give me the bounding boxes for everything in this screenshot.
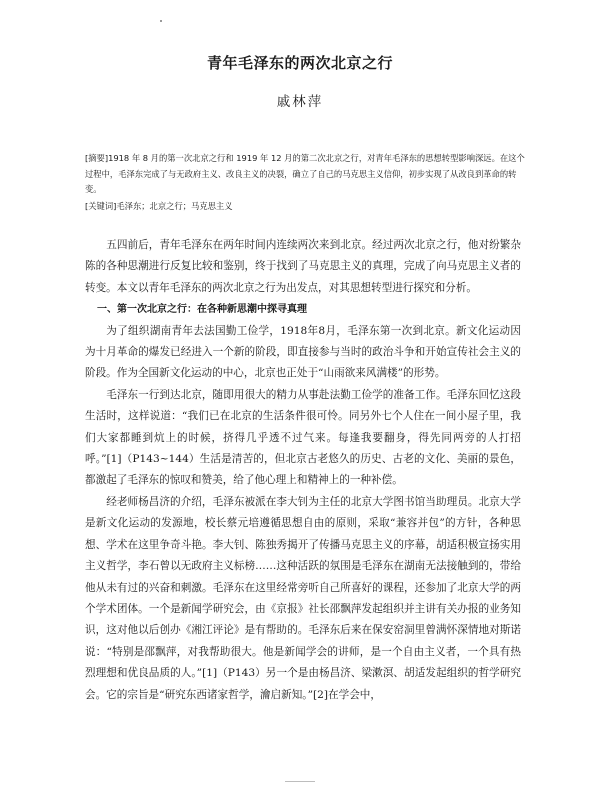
section-heading: 一、第一次北京之行：在各种新思潮中探寻真理: [97, 304, 307, 316]
body-paragraph: 毛泽东一行到达北京，随即用很大的精力从事赴法勤工俭学的准备工作。毛泽东回忆这段生活时，这样说道：“我们已在北京的生活条件很可怜。同另外七个人住在一间小屋子里，我们大家都睡到炕上的时候，挤得几乎透不过气来。每逢我要翻身，得先同两旁的人打招呼。”[1]（P143~144）生活是清苦的，但北京古老悠久的历史、古老的文化、美丽的景色，都激起了毛泽东的惊叹和赞美，给了他心理上和精神上的一种补偿。: [85, 388, 521, 487]
article-title: 青年毛泽东的两次北京之行: [206, 54, 393, 72]
article-body: [85, 235, 521, 706]
body-paragraph: 经老师杨昌济的介绍，毛泽东被派在李大钊为主任的北京大学图书馆当助理员。北京大学是新文化运动的发源地，校长蔡元培遵循思想自由的原则，采取“兼容并包”的方针，各种思想、学术在这里争奇斗艳。李大钊、陈独秀揭开了传播马克思主义的序幕，胡适积极宣扬实用主义哲学，李石曾以无政府主义标榜……这种活跃的氛围是毛泽东在湖南无法接触到的，带给他从未有过的兴奋和刺激。毛泽东在这里经常旁听自己所喜好的课程，还参加了北京大学的两个学术团体。一个是新闻学研究会，由《京报》社长邵飘萍发起组织并主讲有关办报的业务知识，这对他以后创办《湘江评论》是有帮助的。毛泽东后来在保安窑洞里曾满怀深情地对斯诺说：“特别是邵飘萍，对我帮助很大。他是新闻学会的讲师，是一个自由主义者，一个具有热烈理想和优良品质的人。”[1]（P143）另一个是由杨昌济、梁漱溟、胡适发起组织的哲学研究会。它的宗旨是“研究东西诸家哲学，瀹启新知。”[2]在学会中，: [85, 495, 521, 701]
body-paragraph: 五四前后，青年毛泽东在两年时间内连续两次来到北京。经过两次北京之行，他对纷繁杂陈的各种思潮进行反复比较和鉴别，终于找到了马克思主义的真理，完成了向马克思主义者的转变。本文以青年毛泽东的两次北京之行为出发点，对其思想转型进行探究和分析。: [85, 239, 521, 294]
keywords-text: [关键词]毛泽东；北京之行；马克思主义: [85, 200, 233, 211]
page-footer-mark: [285, 781, 315, 782]
abstract-text: [摘要]1918 年 8 月的第一次北京之行和 1919 年 12 月的第二次北京之行，对青年毛泽东的思想转型影响深远。在这个过程中，毛泽东完成了与无政府主义、改良主义的决裂，确立了自己的马克思主义信仰，初步实现了从改良到革命的转变。: [85, 153, 525, 194]
abstract-block: [85, 151, 525, 214]
article-author: 戚林萍: [276, 94, 324, 110]
scan-speck: [160, 20, 162, 22]
body-paragraph: 为了组织湖南青年去法国勤工俭学，1918年8月，毛泽东第一次到北京。新文化运动因为十月革命的爆发已经进入一个新的阶段，即直接参与当时的政治斗争和开始宣传社会主义的阶段。作为全国新文化运动的中心，北京也正处于“山雨欲来风满楼”的形势。: [85, 324, 521, 380]
